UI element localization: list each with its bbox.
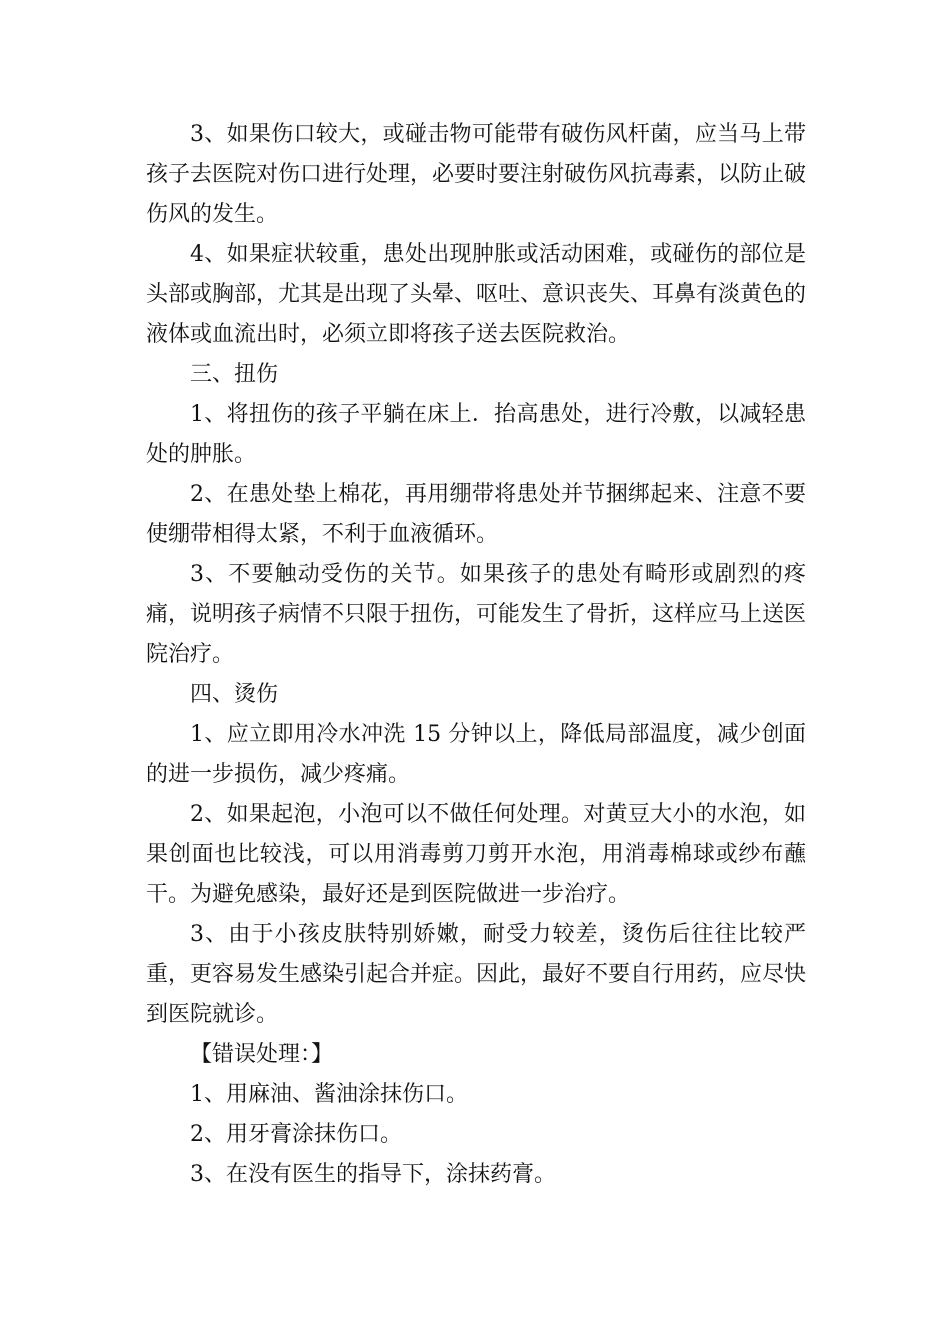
paragraph-burn-3: 3、由于小孩皮肤特别娇嫩，耐受力较差，烫伤后往往比较严重，更容易发生感染引起合并症。因此，最好不要自行用药，应尽快到医院就诊。 <box>146 922 807 1027</box>
paragraph-sprain-3: 3、不要触动受伤的关节。如果孩子的患处有畸形或剧烈的疼痛，说明孩子病情不只限于扭伤，可能发生了骨折，这样应马上送医院治疗。 <box>146 562 807 667</box>
paragraph-sprain-2: 2、在患处垫上棉花，再用绷带将患处并节捆绑起来、注意不要使绷带相得太紧，不利于血液循环。 <box>146 482 806 547</box>
paragraph-wrong-1: 1、用麻油、酱油涂抹伤口。 <box>190 1082 468 1107</box>
document-page <box>146 115 806 1195</box>
paragraph-burn-2: 2、如果起泡，小泡可以不做任何处理。对黄豆大小的水泡，如果创面也比较浅，可以用消毒剪刀剪开水泡，用消毒棉球或纱布蘸干。为避免感染，最好还是到医院做进一步治疗。 <box>146 802 806 907</box>
section-heading-sprain: 三、扭伤 <box>190 362 279 387</box>
paragraph-wrong-3: 3、在没有医生的指导下，涂抹药膏。 <box>190 1162 556 1187</box>
paragraph-sprain-1: 1、将扭伤的孩子平躺在床上．抬高患处，进行冷敷，以减轻患处的肿胀。 <box>146 402 806 467</box>
paragraph-wrong-2: 2、用牙膏涂抹伤口。 <box>190 1122 402 1147</box>
paragraph-injury-3: 3、如果伤口较大，或碰击物可能带有破伤风杆菌，应当马上带孩子去医院对伤口进行处理，必要时要注射破伤风抗毒素，以防止破伤风的发生。 <box>146 122 807 227</box>
paragraph-burn-1: 1、应立即用冷水冲洗 15 分钟以上，降低局部温度，减少创面的进一步损伤，减少疼痛。 <box>146 722 806 787</box>
section-heading-burn: 四、烫伤 <box>190 682 279 707</box>
paragraph-injury-4: 4、如果症状较重，患处出现肿胀或活动困难，或碰伤的部位是头部或胸部，尤其是出现了头晕、呕吐、意识丧失、耳鼻有淡黄色的液体或血流出时，必须立即将孩子送去医院救治。 <box>146 242 807 347</box>
section-heading-wrong-handling: 【错误处理：】 <box>190 1042 334 1067</box>
